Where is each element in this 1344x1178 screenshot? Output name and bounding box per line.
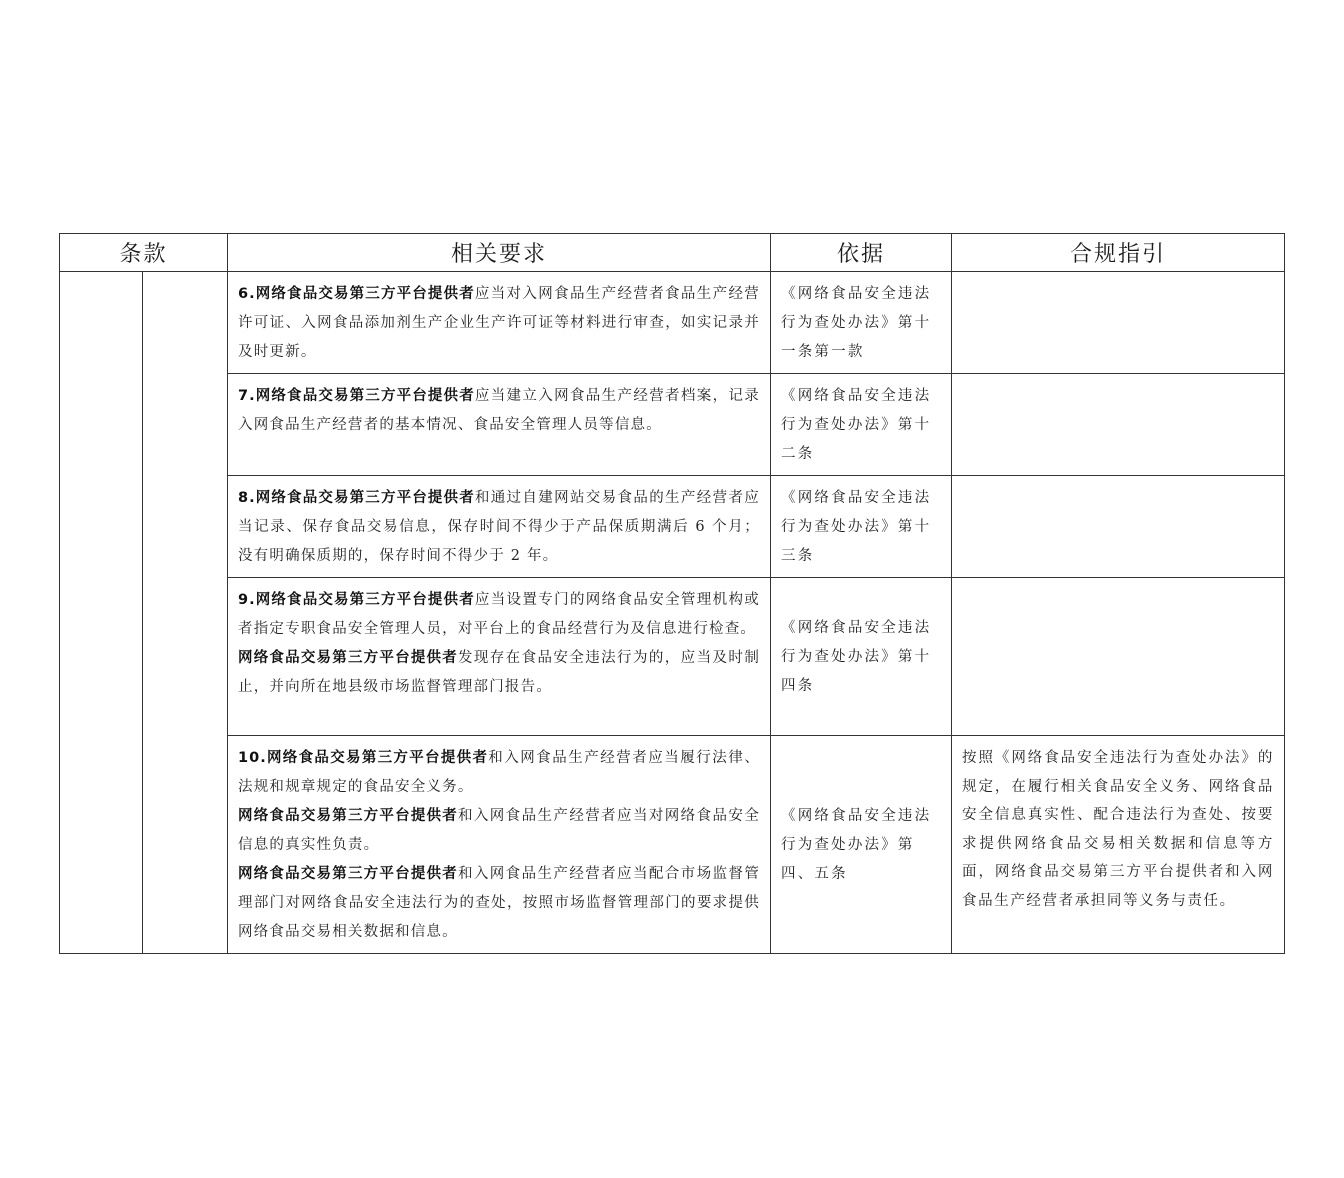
requirement-paragraph [238,744,760,802]
basis-cell: 《网络食品安全违法行为查处办法》第十一条第一款 [771,272,952,374]
header-clause: 条款 [60,234,228,272]
header-guidance: 合规指引 [952,234,1285,272]
table-row [60,578,1285,736]
requirement-paragraph [238,586,760,644]
requirement-paragraph [238,802,760,860]
requirement-paragraph [238,382,760,440]
requirement-paragraph [238,484,760,571]
requirement-subject: 8.网络食品交易第三方平台提供者 [238,490,475,506]
basis-cell: 《网络食品安全违法行为查处办法》第十二条 [771,374,952,476]
header-basis: 依据 [771,234,952,272]
requirement-subject: 网络食品交易第三方平台提供者 [238,650,458,666]
clause-cell-inner [143,272,228,954]
clause-cell-outer [60,272,143,954]
requirement-cell [228,476,771,578]
requirement-text: 应当建立入网食品生产经营者档案，记录入网食品生产经营者的基本情况、食品安全管理人员等信息。 [238,388,760,433]
requirement-text: 应当对入网食品生产经营者食品生产经营许可证、入网食品添加剂生产企业生产许可证等材料进行审查，如实记录并及时更新。 [238,286,761,360]
requirement-text: 和通过自建网站交易食品的生产经营者应当记录、保存食品交易信息，保存时间不得少于产品保质期满后 6 个月；没有明确保质期的，保存时间不得少于 2 年。 [238,490,761,564]
requirement-text: 和入网食品生产经营者应当对网络食品安全信息的真实性负责。 [238,808,761,853]
requirement-subject: 7.网络食品交易第三方平台提供者 [238,388,475,404]
requirement-subject: 网络食品交易第三方平台提供者 [238,866,458,882]
requirement-cell [228,374,771,476]
table-row [60,476,1285,578]
guidance-cell [952,578,1285,736]
guidance-cell [952,476,1285,578]
basis-cell: 《网络食品安全违法行为查处办法》第十四条 [771,578,952,736]
guidance-cell: 按照《网络食品安全违法行为查处办法》的规定，在履行相关食品安全义务、网络食品安全信息真实性、配合违法行为查处、按要求提供网络食品交易相关数据和信息等方面，网络食品交易第三方平台提供者和入网食品生产经营者承担同等义务与责任。 [952,736,1285,954]
requirement-text: 应当设置专门的网络食品安全管理机构或者指定专职食品安全管理人员，对平台上的食品经营行为及信息进行检查。 [238,592,760,637]
requirement-paragraph [238,644,760,702]
requirement-cell [228,578,771,736]
requirement-text: 和入网食品生产经营者应当配合市场监督管理部门对网络食品安全违法行为的查处，按照市场监督管理部门的要求提供网络食品交易相关数据和信息。 [238,866,761,940]
requirement-subject: 网络食品交易第三方平台提供者 [238,808,458,824]
guidance-cell [952,272,1285,374]
basis-cell: 《网络食品安全违法行为查处办法》第十三条 [771,476,952,578]
requirement-text: 和入网食品生产经营者应当履行法律、法规和规章规定的食品安全义务。 [238,750,761,795]
requirement-paragraph [238,280,760,367]
table-row [60,374,1285,476]
header-requirement: 相关要求 [228,234,771,272]
requirement-subject: 9.网络食品交易第三方平台提供者 [238,592,475,608]
table-row [60,736,1285,954]
requirement-text: 发现存在食品安全违法行为的，应当及时制止，并向所在地县级市场监督管理部门报告。 [238,650,761,695]
requirement-cell [228,272,771,374]
table-row [60,272,1285,374]
basis-cell: 《网络食品安全违法行为查处办法》第四、五条 [771,736,952,954]
table-header-row [60,234,1285,272]
requirement-subject: 6.网络食品交易第三方平台提供者 [238,286,475,302]
guidance-cell [952,374,1285,476]
requirement-subject: 10.网络食品交易第三方平台提供者 [238,750,489,766]
requirement-cell [228,736,771,954]
requirement-paragraph [238,860,760,947]
regulation-table [59,233,1285,954]
